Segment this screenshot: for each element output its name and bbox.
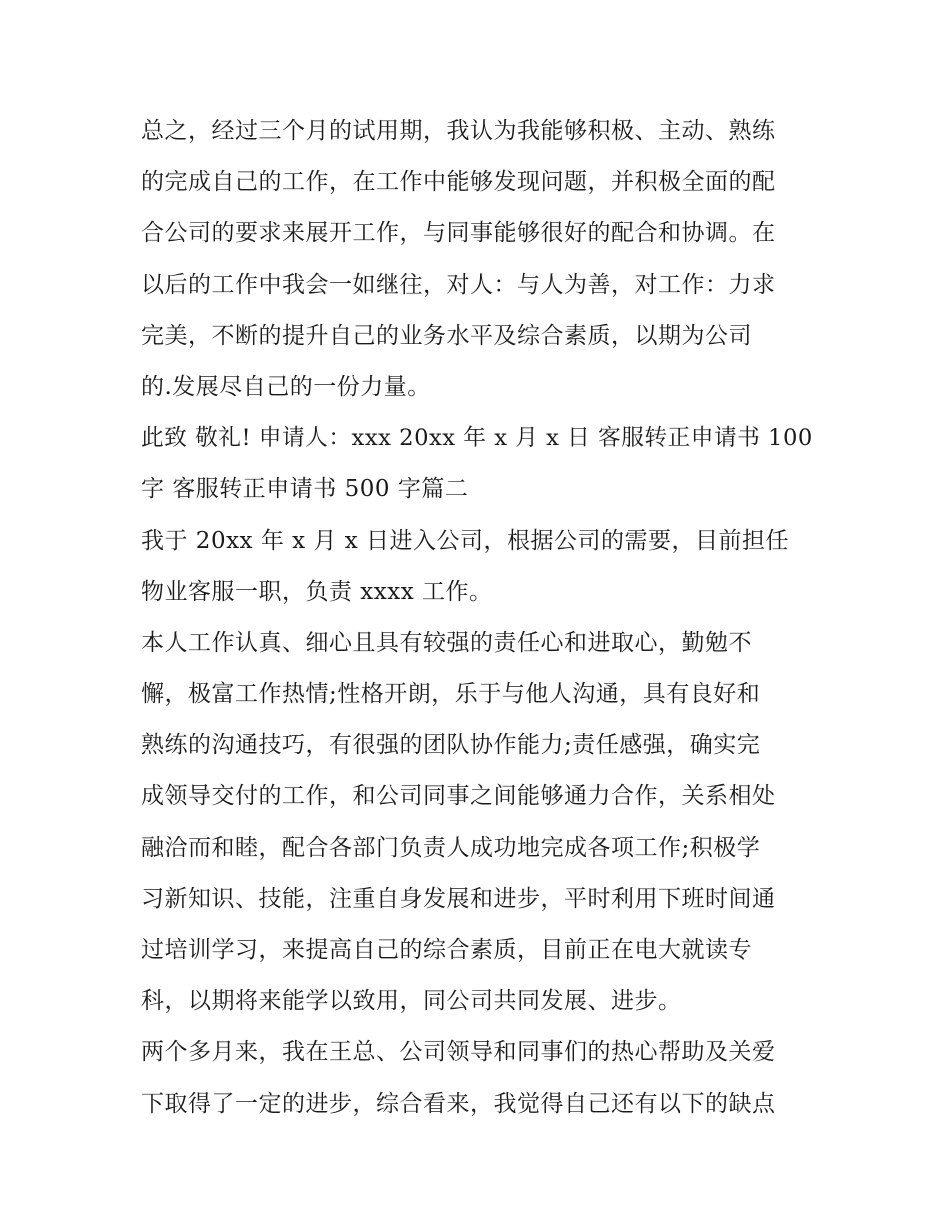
text-line: 完美，不断的提升自己的业务水平及综合素质，以期为公司 — [141, 322, 752, 349]
text-line: 此致 敬礼! 申请人：xxx 20xx 年 x 月 x 日 客服转正申请书 100 — [141, 425, 813, 452]
document-body — [141, 106, 813, 1130]
paragraph-summary — [141, 106, 813, 413]
text-line: 下取得了一定的进步，综合看来，我觉得自己还有以下的缺点 — [141, 1090, 776, 1117]
text-line: 习新知识、技能，注重自身发展和进步，平时利用下班时间通 — [141, 885, 776, 912]
text-line: 懈，极富工作热情;性格开朗，乐于与他人沟通，具有良好和 — [141, 681, 761, 708]
text-line: 以后的工作中我会一如继往，对人：与人为善，对工作：力求 — [141, 271, 776, 298]
text-line: 过培训学习，来提高自己的综合素质，目前正在电大就读专 — [141, 937, 752, 963]
text-line: 熟练的沟通技巧，有很强的团队协作能力;责任感强，确实完 — [141, 732, 761, 759]
text-line: 字 客服转正申请书 500 字篇二 — [141, 476, 469, 503]
text-line: 两个多月来，我在王总、公司领导和同事们的热心帮助及关爱 — [141, 1039, 776, 1066]
paragraph-self-assessment — [141, 618, 813, 1028]
text-line: 本人工作认真、细心且具有较强的责任心和进取心，勤勉不 — [141, 629, 752, 656]
text-line: 物业客服一职，负责 xxxx 工作。 — [141, 578, 493, 605]
text-line: 融洽而和睦，配合各部门负责人成功地完成各项工作;积极学 — [141, 834, 761, 861]
text-line: 合公司的要求来展开工作，与同事能够很好的配合和协调。在 — [141, 220, 776, 247]
text-line: 总之，经过三个月的试用期，我认为我能够积极、主动、熟练 — [141, 118, 776, 144]
text-line: 成领导交付的工作，和公司同事之间能够通力合作，关系相处 — [141, 783, 776, 810]
paragraph-closing — [141, 413, 813, 515]
text-line: 我于 20xx 年 x 月 x 日进入公司，根据公司的需要，目前担任 — [141, 527, 790, 554]
text-line: 科，以期将来能学以致用，同公司共同发展、进步。 — [141, 988, 682, 1015]
text-line: 的完成自己的工作，在工作中能够发现问题，并积极全面的配 — [141, 169, 776, 196]
text-line: 的.发展尽自己的一份力量。 — [141, 373, 431, 400]
paragraph-progress — [141, 1027, 813, 1129]
paragraph-intro — [141, 516, 813, 618]
